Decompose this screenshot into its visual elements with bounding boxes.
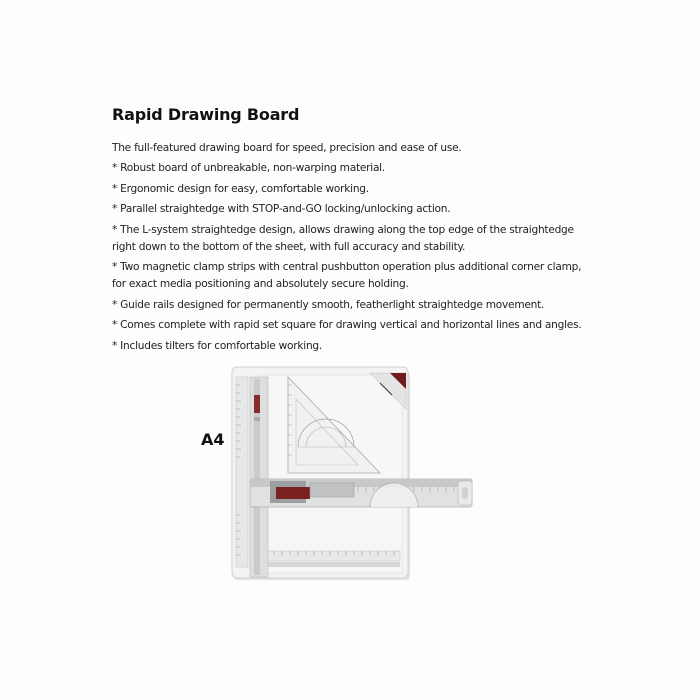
list-item: * Comes complete with rapid set square for drawing vertical and horizontal lines and angles. (112, 319, 582, 331)
page-title: Rapid Drawing Board (112, 105, 300, 124)
product-description (112, 105, 592, 358)
list-item: * Two magnetic clamp strips with central pushbutton operation plus additional corner clamp, for exact media positioning and absolutely secure holding. (112, 261, 582, 290)
list-item: * Includes tilters for comfortable working. (112, 339, 323, 352)
list-item: * Parallel straightedge with STOP-and-GO locking/unlocking action. (112, 203, 451, 215)
drawing-board-illustration-icon (230, 365, 475, 580)
list-item: * The L-system straightedge design, allows drawing along the top edge of the straightedge right down to the bottom of the sheet, with full accuracy and stability. (112, 223, 574, 253)
drawing-board-image (230, 365, 475, 580)
list-item: * Ergonomic design for easy, comfortable working. (112, 182, 369, 195)
feature-list (112, 160, 592, 355)
intro-text: The full-featured drawing board for speed, precision and ease of use. (112, 142, 462, 154)
list-item: * Robust board of unbreakable, non-warping material. (112, 162, 385, 174)
size-label: A4 (201, 430, 225, 449)
list-item: * Guide rails designed for permanently smooth, featherlight straightedge movement. (112, 298, 545, 311)
